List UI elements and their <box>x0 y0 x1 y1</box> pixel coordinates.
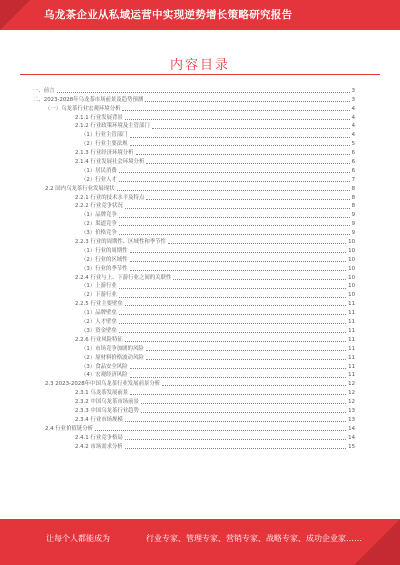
toc-entry-title: （1）品牌壁垒 <box>81 310 117 317</box>
toc-entry-title: （3）食品安全风险 <box>81 363 128 370</box>
toc-entry[interactable] <box>33 379 355 388</box>
toc-entry[interactable] <box>33 184 355 193</box>
toc-entry[interactable] <box>33 406 355 415</box>
toc-entry[interactable] <box>33 415 355 424</box>
toc-dot-leader <box>146 350 346 351</box>
toc-entry-title: 2.1.3 行业经济环境分析 <box>75 150 134 157</box>
toc-dot-leader <box>162 385 346 386</box>
toc-entry[interactable] <box>33 299 355 308</box>
toc-dot-leader <box>95 430 346 431</box>
toc-entry-page: 4 <box>351 132 355 139</box>
report-title: 乌龙茶企业从私域运营中实现逆势增长策略研究报告 <box>44 9 293 21</box>
toc-dot-leader <box>119 297 346 298</box>
toc-entry-page: 14 <box>348 434 355 441</box>
toc-dot-leader <box>125 421 346 422</box>
toc-entry-page: 12 <box>348 390 355 397</box>
toc-entry[interactable] <box>33 202 355 211</box>
toc-entry-title: 一、前言 <box>33 87 55 94</box>
toc-entry-page: 3 <box>351 87 355 94</box>
toc-dot-leader <box>119 288 346 289</box>
toc-entry[interactable] <box>33 175 355 184</box>
toc-entry-title: 2.3 2023-2028年中国乌龙茶行业发展前景分析 <box>45 381 161 388</box>
toc-heading: 内容目录 <box>169 58 230 73</box>
toc-dot-leader <box>125 305 346 306</box>
toc-entry-page: 10 <box>348 274 355 281</box>
toc-entry-title: （2）人才壁垒 <box>81 319 117 326</box>
toc-dot-leader <box>146 163 349 164</box>
toc-entry[interactable] <box>33 130 355 139</box>
toc-dot-leader <box>130 261 347 262</box>
toc-entry-page: 9 <box>351 221 355 228</box>
toc-dot-leader <box>119 323 346 324</box>
table-of-contents <box>33 86 355 451</box>
toc-entry-title: （3）资金壁垒 <box>81 327 117 334</box>
banner-corner-decoration <box>0 0 30 30</box>
header-banner <box>0 0 400 30</box>
toc-entry-page: 6 <box>351 167 355 174</box>
toc-dot-leader <box>136 154 350 155</box>
toc-entry-title: 2.2.1 行业的技术水平及特点 <box>75 194 145 201</box>
toc-entry[interactable] <box>33 210 355 219</box>
toc-entry[interactable] <box>33 95 355 104</box>
toc-entry[interactable] <box>33 282 355 291</box>
toc-entry-page: 11 <box>348 319 355 326</box>
toc-entry[interactable] <box>33 326 355 335</box>
toc-entry-title: 2.2.3 行业的周期性、区域性和季节性 <box>75 239 166 246</box>
heading-divider <box>20 74 380 75</box>
toc-entry-page: 10 <box>348 239 355 246</box>
toc-entry[interactable] <box>33 148 355 157</box>
toc-entry[interactable] <box>33 113 355 122</box>
toc-entry-title: 2.2.2 行业竞争状况 <box>75 203 123 210</box>
toc-dot-leader <box>130 137 350 138</box>
toc-entry-page: 13 <box>348 407 355 414</box>
toc-entry-title: （3）行业的季节性 <box>81 265 128 272</box>
toc-entry-page: 12 <box>348 399 355 406</box>
toc-entry-title: 2.2.4 行业与上、下游行业之间的关联性 <box>75 274 172 281</box>
toc-dot-leader <box>119 225 350 226</box>
toc-entry-page: 12 <box>348 381 355 388</box>
toc-entry[interactable] <box>33 255 355 264</box>
toc-entry[interactable] <box>33 335 355 344</box>
toc-dot-leader <box>141 403 346 404</box>
toc-entry-title: 2.4 行业价值链分析 <box>45 425 94 432</box>
toc-dot-leader <box>122 110 349 111</box>
toc-dot-leader <box>125 448 346 449</box>
toc-entry-page: 5 <box>351 141 355 148</box>
toc-entry-page: 8 <box>351 203 355 210</box>
toc-entry-title: （1）品牌竞争 <box>81 212 117 219</box>
toc-dot-leader <box>130 377 347 378</box>
toc-entry-page: 3 <box>351 96 355 103</box>
toc-entry[interactable] <box>33 362 355 371</box>
toc-entry-title: 2.2.5 行业主要壁垒 <box>75 301 123 308</box>
toc-entry-page: 6 <box>351 159 355 166</box>
toc-entry-title: （1）市场竞争加剧的风险 <box>81 345 144 352</box>
toc-entry-title: （一）乌龙茶行业宏观环境分析 <box>45 105 121 112</box>
toc-dot-leader <box>146 359 346 360</box>
toc-entry[interactable] <box>33 273 355 282</box>
toc-dot-leader <box>57 92 350 93</box>
toc-entry-title: （2）下游行业 <box>81 292 117 299</box>
toc-entry-title: （1）行业的周期性 <box>81 247 128 254</box>
toc-entry-page: 14 <box>348 425 355 432</box>
toc-entry[interactable] <box>33 371 355 380</box>
toc-entry-page: 4 <box>351 123 355 130</box>
toc-entry-title: （2）行业人才 <box>81 176 117 183</box>
toc-entry[interactable] <box>33 388 355 397</box>
footer-expert-list: 行业专家、管理专家、营销专家、战略专家、成功企业家…… <box>146 534 362 543</box>
toc-entry-title: 2.4.1 行业竞争格局 <box>75 434 123 441</box>
toc-entry-title: （1）上游行业 <box>81 283 117 290</box>
toc-entry-page: 11 <box>348 363 355 370</box>
toc-entry-page: 11 <box>348 354 355 361</box>
toc-entry-page: 6 <box>351 150 355 157</box>
toc-entry-page: 8 <box>351 194 355 201</box>
toc-entry-page: 4 <box>351 114 355 121</box>
toc-entry-page: 10 <box>348 247 355 254</box>
footer-banner <box>0 519 400 565</box>
toc-entry-page: 11 <box>348 310 355 317</box>
toc-entry[interactable] <box>33 228 355 237</box>
toc-entry[interactable] <box>33 166 355 175</box>
toc-entry[interactable] <box>33 219 355 228</box>
toc-entry-title: 2.3.3 中国乌龙茶行业趋势 <box>75 407 139 414</box>
toc-entry[interactable] <box>33 433 355 442</box>
toc-dot-leader <box>119 234 350 235</box>
toc-entry[interactable] <box>33 397 355 406</box>
toc-dot-leader <box>130 394 346 395</box>
toc-entry[interactable] <box>33 353 355 362</box>
toc-dot-leader <box>119 172 350 173</box>
toc-dot-leader <box>119 217 350 218</box>
toc-entry-page: 4 <box>351 105 355 112</box>
toc-dot-leader <box>168 243 346 244</box>
toc-dot-leader <box>119 314 346 315</box>
toc-entry-title: 2.3.4 行业市场规模 <box>75 416 123 423</box>
toc-entry-title: （2）行业的区域性 <box>81 256 128 263</box>
toc-entry-page: 11 <box>348 336 355 343</box>
toc-entry-title: 2.2 国内乌龙茶行业发展现状 <box>45 185 115 192</box>
toc-entry[interactable] <box>33 193 355 202</box>
toc-entry[interactable] <box>33 139 355 148</box>
toc-entry-page: 11 <box>348 301 355 308</box>
toc-entry-title: （3）价格竞争 <box>81 230 117 237</box>
toc-entry-page: 10 <box>348 283 355 290</box>
toc-dot-leader <box>173 279 346 280</box>
toc-entry-title: 2.2.6 行业风险特征 <box>75 336 123 343</box>
toc-entry[interactable] <box>33 424 355 433</box>
toc-entry-page: 11 <box>348 372 355 379</box>
toc-entry-page: 10 <box>348 292 355 299</box>
toc-entry[interactable] <box>33 264 355 273</box>
toc-entry-title: 二、2023-2028年乌龙茶市场前景及趋势预测 <box>33 96 144 103</box>
toc-dot-leader <box>119 332 346 333</box>
toc-entry[interactable] <box>33 317 355 326</box>
toc-entry[interactable] <box>33 290 355 299</box>
toc-dot-leader <box>117 190 350 191</box>
toc-dot-leader <box>145 101 349 102</box>
toc-entry-page: 7 <box>351 176 355 183</box>
toc-dot-leader <box>125 208 350 209</box>
toc-entry-title: 2.1.2 行业政策环境及主管部门 <box>75 123 150 130</box>
footer-slogan: 让每个人都能成为 <box>46 534 110 543</box>
toc-dot-leader <box>130 145 350 146</box>
toc-entry-title: （2）渠道竞争 <box>81 221 117 228</box>
toc-dot-leader <box>119 181 350 182</box>
toc-entry-title: （2）行业主要法规 <box>81 141 128 148</box>
toc-dot-leader <box>130 368 347 369</box>
toc-entry[interactable] <box>33 237 355 246</box>
toc-entry-title: 2.1.4 行业发展社会环境分析 <box>75 159 145 166</box>
toc-dot-leader <box>125 439 346 440</box>
toc-entry-title: 2.3.2 中国乌龙茶市场前景 <box>75 399 139 406</box>
toc-entry-title: 2.3.1 乌龙茶发展前景 <box>75 390 129 397</box>
toc-entry-page: 8 <box>351 185 355 192</box>
toc-dot-leader <box>146 199 349 200</box>
toc-entry[interactable] <box>33 86 355 95</box>
toc-entry[interactable] <box>33 157 355 166</box>
toc-entry[interactable] <box>33 308 355 317</box>
toc-entry-page: 10 <box>348 265 355 272</box>
toc-entry[interactable] <box>33 442 355 451</box>
toc-dot-leader <box>130 252 347 253</box>
toc-entry-page: 11 <box>348 327 355 334</box>
toc-entry-page: 11 <box>348 345 355 352</box>
toc-entry-title: （1）居民消费 <box>81 167 117 174</box>
toc-dot-leader <box>130 270 347 271</box>
toc-entry-title: （1）行业主管部门 <box>81 132 128 139</box>
toc-entry-title: 2.1.1 行业发展背景 <box>75 114 123 121</box>
toc-entry[interactable] <box>33 246 355 255</box>
toc-entry[interactable] <box>33 104 355 113</box>
toc-entry-page: 13 <box>348 416 355 423</box>
toc-dot-leader <box>141 412 346 413</box>
toc-dot-leader <box>125 119 350 120</box>
toc-entry-title: （2）原材料价格波动风险 <box>81 354 144 361</box>
toc-entry[interactable] <box>33 122 355 131</box>
toc-entry-page: 15 <box>348 443 355 450</box>
toc-entry-page: 9 <box>351 230 355 237</box>
toc-dot-leader <box>125 341 346 342</box>
toc-entry-title: 2.4.2 市场需求分析 <box>75 443 123 450</box>
toc-dot-leader <box>152 128 350 129</box>
toc-entry-page: 10 <box>348 256 355 263</box>
toc-entry[interactable] <box>33 344 355 353</box>
toc-entry-page: 9 <box>351 212 355 219</box>
toc-entry-title: （4）宏观经济风险 <box>81 372 128 379</box>
